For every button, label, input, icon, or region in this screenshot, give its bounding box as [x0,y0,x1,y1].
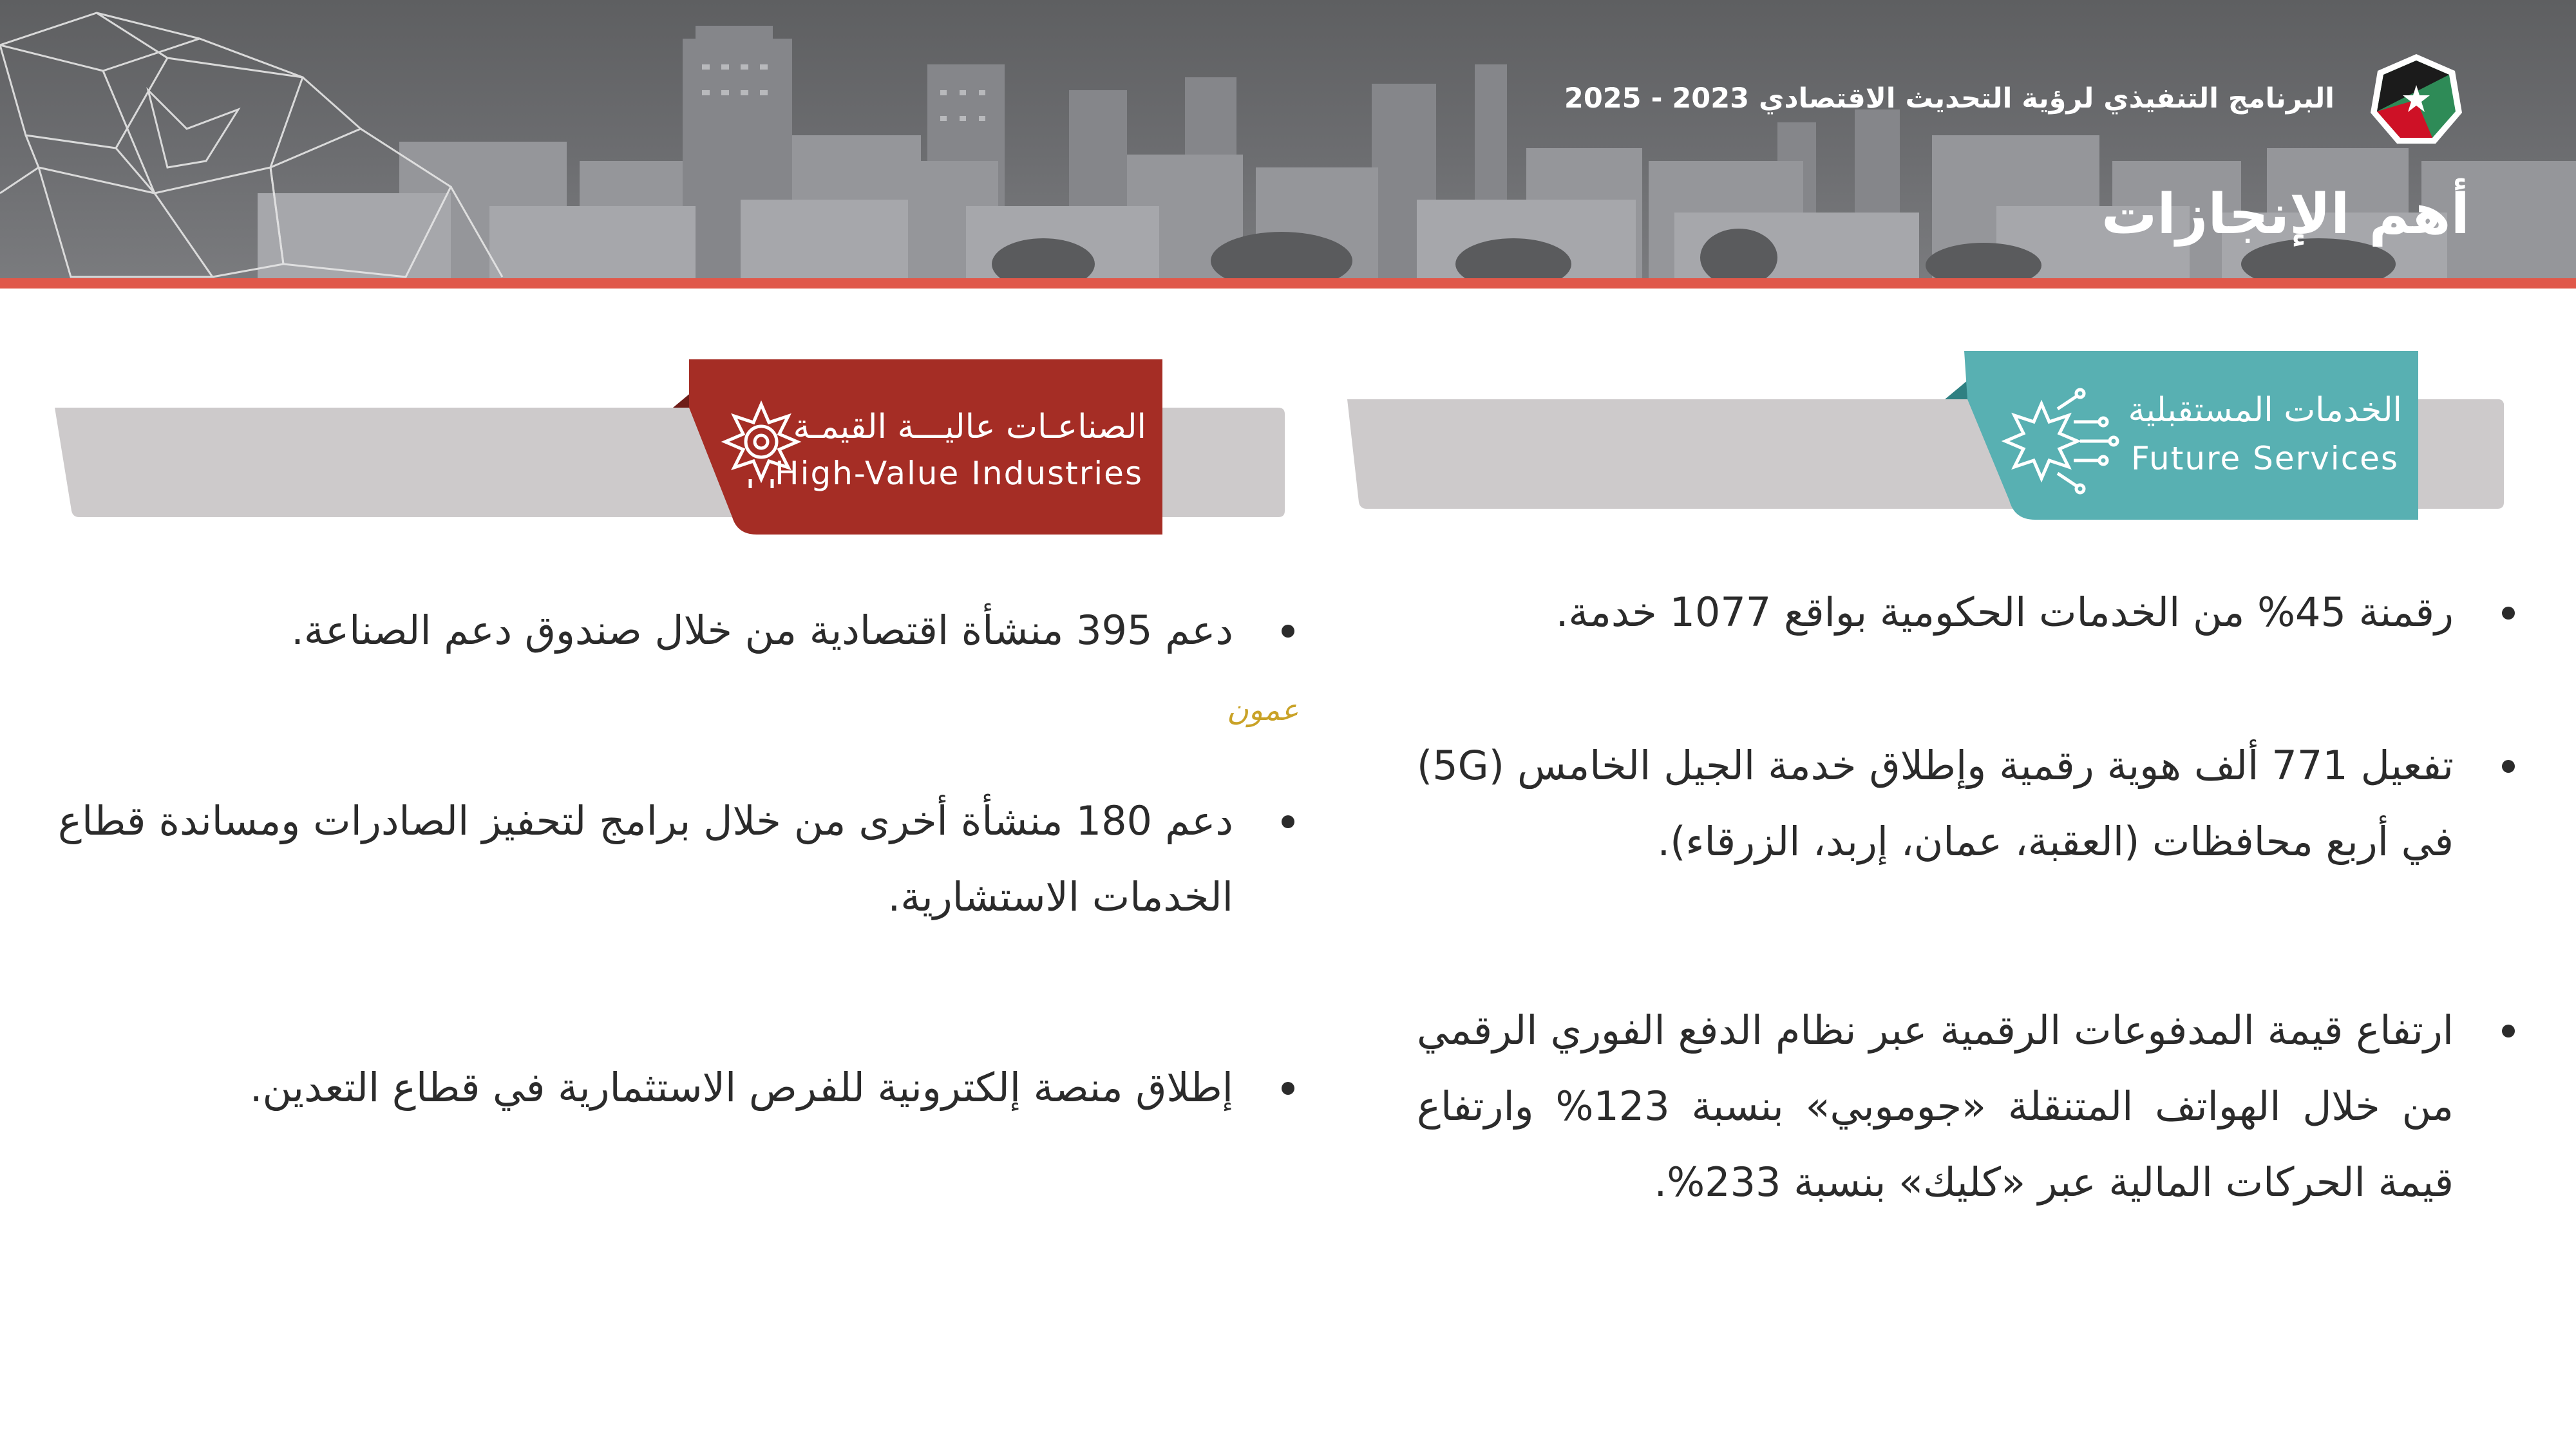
future-services-section [1340,351,2524,525]
signature-watermark: عمون [1227,692,1299,727]
bullet-dot [1282,1082,1294,1095]
high-value-industries-label-ar: الصناعـات عاليـــة القيمـة [793,408,1146,446]
list-item: تفعيل 771 ألف هوية رقمية وإطلاق خدمة الجيل الخامس (5G) في أربع محافظات (العقبة، عمان، إربد، الزرقاء). [1417,728,2454,880]
future-services-label-en: Future Services [2131,440,2399,477]
high-value-industries-tab-shape [55,359,1298,536]
list-item: دعم 395 منشأة اقتصادية من خلال صندوق دعم الصناعة. [58,592,1233,668]
bullet-dot [1282,625,1294,638]
header-accent-line [0,278,2576,289]
bullet-dot [1282,815,1294,828]
header-banner [0,0,2576,278]
list-item: إطلاق منصة إلكترونية للفرص الاستثمارية في قطاع التعدين. [58,1050,1233,1126]
list-item: ارتفاع قيمة المدفوعات الرقمية عبر نظام الدفع الفوري الرقمي من خلال الهواتف المتنقلة «جوموبي» بنسبة 123% وارتفاع قيمة الحركات المالية عبر «كليك» بنسبة 233%. [1417,992,2454,1220]
high-value-industries-list [58,592,1233,1126]
high-value-industries-section [55,359,1298,536]
jordan-emblem-icon [2368,52,2465,148]
list-item: رقمنة 45% من الخدمات الحكومية بواقع 1077 خدمة. [1417,574,2454,650]
bullet-dot [2502,760,2515,773]
future-services-list [1417,574,2454,1220]
bullet-dot [2502,607,2515,620]
future-services-tab-shape [1340,351,2524,525]
future-services-label-ar: الخدمات المستقبلية [2128,391,2402,430]
page-title: أهم الإنجازات [2101,182,2470,247]
bullet-dot [2502,1025,2515,1037]
program-title: البرنامج التنفيذي لرؤية التحديث الاقتصادي 2023 - 2025 [1564,82,2334,115]
high-value-industries-label-en: High-Value Industries [774,455,1143,492]
list-item: دعم 180 منشأة أخرى من خلال برامج لتحفيز الصادرات ومساندة قطاع الخدمات الاستشارية. [58,783,1233,935]
